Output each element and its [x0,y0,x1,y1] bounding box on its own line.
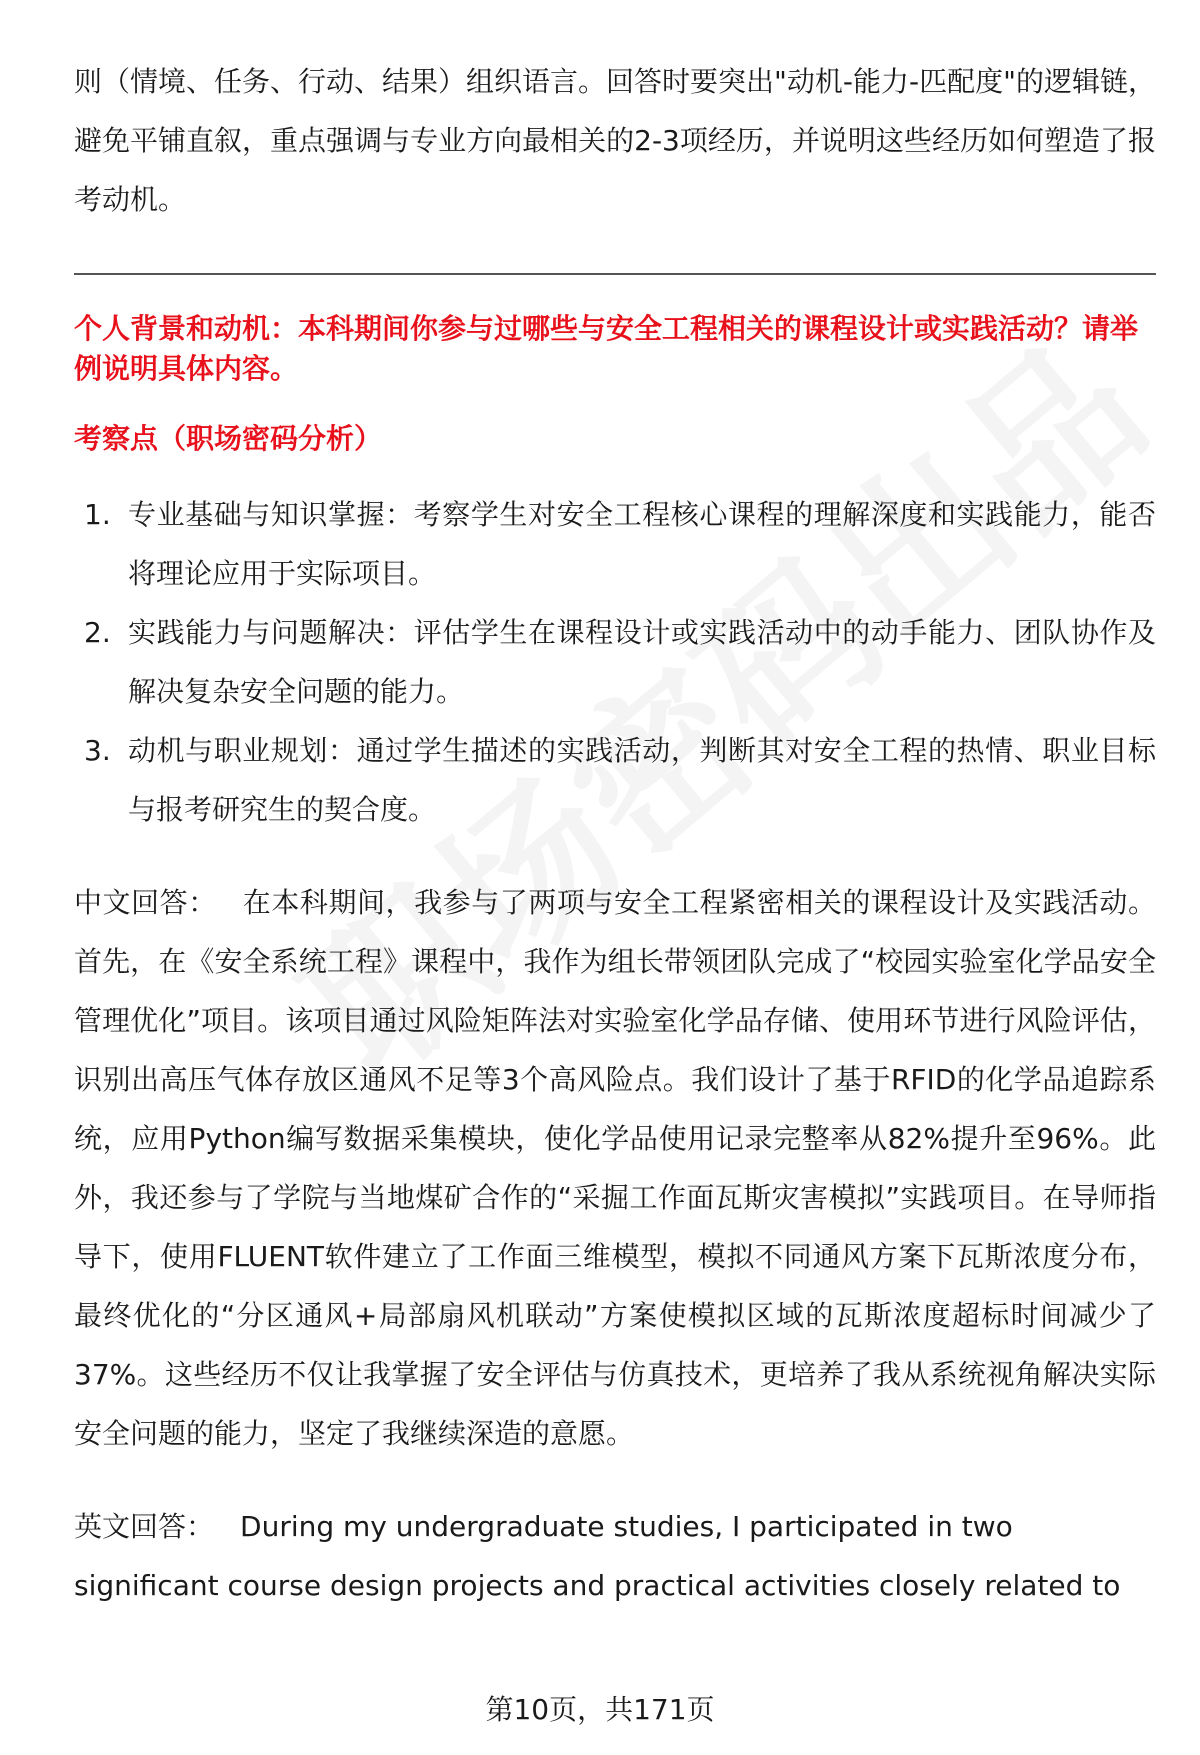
list-item [74,721,1156,839]
intro-paragraph: 则（情境、任务、行动、结果）组织语言。回答时要突出"动机-能力-匹配度"的逻辑链，避免平铺直叙，重点强调与专业方向最相关的2-3项经历，并说明这些经历如何塑造了报考动机。 [74,65,1156,216]
page-number-footer: 第10页，共171页 [485,1693,715,1726]
chinese-answer-label: 中文回答： [74,886,217,919]
list-item-text: 动机与职业规划：通过学生描述的实践活动，判断其对安全工程的热情、职业目标与报考研究生的契合度。 [128,734,1156,826]
list-number: 3. [84,734,111,767]
english-answer-text: During my undergraduate studies, I participated in two significant course design projects and practical activities closely related to [74,1510,1121,1602]
list-item-text: 专业基础与知识掌握：考察学生对安全工程核心课程的理解深度和实践能力，能否将理论应用于实际项目。 [128,498,1156,590]
section-title: 考察点（职场密码分析） [74,422,383,455]
list-number: 1. [84,498,111,531]
points-list [74,485,1156,839]
question-heading: 个人背景和动机：本科期间你参与过哪些与安全工程相关的课程设计或实践活动？请举例说明具体内容。 [74,312,1139,385]
list-item-text: 实践能力与问题解决：评估学生在课程设计或实践活动中的动手能力、团队协作及解决复杂安全问题的能力。 [128,616,1156,708]
chinese-answer-text: 在本科期间，我参与了两项与安全工程紧密相关的课程设计及实践活动。首先，在《安全系统工程》课程中，我作为组长带领团队完成了“校园实验室化学品安全管理优化”项目。该项目通过风险矩阵法对实验室化学品存储、使用环节进行风险评估，识别出高压气体存放区通风不足等3个高风险点。我们设计了基于RFID的化学品追踪系统，应用Python编写数据采集模块，使化学品使用记录完整率从82%提升至96%。此外，我还参与了学院与当地煤矿合作的“采掘工作面瓦斯灾害模拟”实践项目。在导师指导下，使用FLUENT软件建立了工作面三维模型，模拟不同通风方案下瓦斯浓度分布，最终优化的“分区通风+局部扇风机联动”方案使模拟区域的瓦斯浓度超标时间减少了37%。这些经历不仅让我掌握了安全评估与仿真技术，更培养了我从系统视角解决实际安全问题的能力，坚定了我继续深造的意愿。 [74,886,1156,1450]
chinese-answer-paragraph [74,873,1156,1463]
document-page [74,0,1156,1615]
section-divider [74,273,1156,275]
list-item [74,485,1156,603]
english-answer-paragraph [74,1497,1156,1615]
list-item [74,603,1156,721]
list-number: 2. [84,616,111,649]
english-answer-label: 英文回答： [74,1510,215,1543]
